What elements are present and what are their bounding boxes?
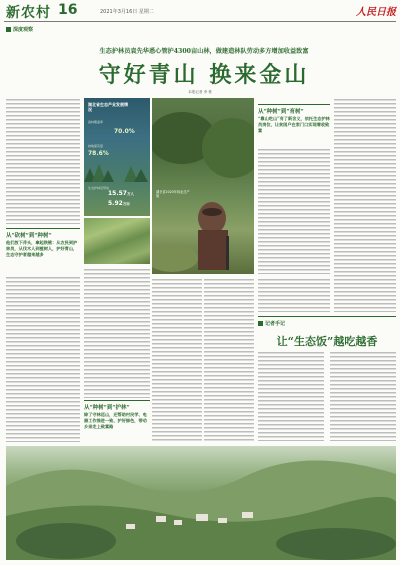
header-rule [4, 21, 396, 22]
body-text-col1-top [6, 98, 80, 224]
terrace-landscape-photo [84, 218, 150, 264]
forest-ranger-photo [152, 98, 254, 274]
pull-quote-center-body: “靠山吃山”有了新含义，依托生态护林员岗位，让贫困户在家门口实现增收致富 [258, 116, 330, 133]
body-text-col-right [334, 98, 396, 312]
body-text-col5 [258, 278, 330, 312]
commentary-text-col1 [258, 351, 324, 441]
square-bullet-icon [6, 27, 11, 32]
pull-quote-bottom-body: 除了守林巡山，还帮助村民学、电器工作推进一致、护好绿色，带动乡亲走上致富路 [84, 412, 147, 429]
pull-quote-center-title: 从“种树”到“育树” [258, 109, 304, 115]
commentary-title: 让“生态饭”越吃越香 [276, 335, 378, 348]
section-name: 新农村 [6, 5, 51, 21]
quote-rule [84, 400, 150, 401]
pull-quote-center [258, 104, 330, 144]
body-text-col4 [204, 278, 254, 442]
article-byline: 本报记者 李 栋 [188, 90, 212, 94]
pull-quote-left [6, 228, 80, 272]
stat3-unit: 万人 [126, 192, 134, 196]
column-tag [6, 26, 33, 33]
pull-quote-left-body: 他们放下斧头，拿起铁锹：从农民到护林员，从伐木人到植树人，护好青山，生态守护者越来越多 [6, 240, 78, 257]
square-bullet-icon [258, 321, 263, 326]
photo-caption-overlay: 湖北省2020年林业总产值 [156, 190, 190, 198]
infographic-panel [84, 98, 150, 216]
commentary-box [258, 316, 396, 443]
column-tag-label: 深度观察 [13, 27, 34, 33]
commentary-text-col2 [330, 351, 396, 441]
body-text-col3 [152, 278, 202, 442]
commentary-tag-label: 记者手记 [265, 321, 286, 327]
stat2-value: 78.6% [88, 150, 109, 157]
pull-quote-bottom-title: 从“种树”到“护林” [84, 405, 130, 411]
stat2-label: 林地保有量 [88, 144, 104, 148]
stat1-value: 70.0% [114, 128, 135, 135]
page-header [0, 0, 400, 22]
tree-silhouette-illustration [84, 160, 150, 182]
stat4-unit: 万亩 [122, 202, 130, 206]
stat4-number: 5.92 [108, 200, 123, 207]
village-panorama-photo [6, 446, 396, 560]
commentary-tag [258, 320, 285, 327]
quote-rule [258, 104, 330, 105]
newspaper-logo: 人民日报 [356, 7, 396, 18]
body-text-col2 [84, 268, 150, 398]
ranger-figure-illustration [152, 98, 254, 274]
pull-quote-left-title: 从“砍树”到“种树” [6, 233, 52, 239]
mountain-village-illustration [6, 446, 396, 560]
issue-date: 2021年3月16日 星期二 [100, 9, 154, 15]
article-headline: 守好青山 换来金山 [98, 62, 310, 88]
infographic-title: 湖北省生态产业发展情况 [88, 102, 128, 112]
article-kicker: 生态护林员袁先华悉心管护4300亩山林，做建造林队劳动多方增加收益致富 [99, 48, 309, 55]
body-text-col1-bottom [6, 276, 80, 442]
stat3-value [108, 190, 134, 197]
stat4-value [108, 200, 130, 207]
body-text-center-right [258, 148, 330, 274]
quote-rule [6, 228, 80, 229]
page-number: 16 [58, 2, 78, 18]
stat3-label: 生态护林员带动 [88, 186, 110, 190]
stat3-number: 15.57 [108, 190, 127, 197]
stat1-label: 森林覆盖率 [88, 120, 104, 124]
pull-quote-bottom [84, 400, 150, 442]
